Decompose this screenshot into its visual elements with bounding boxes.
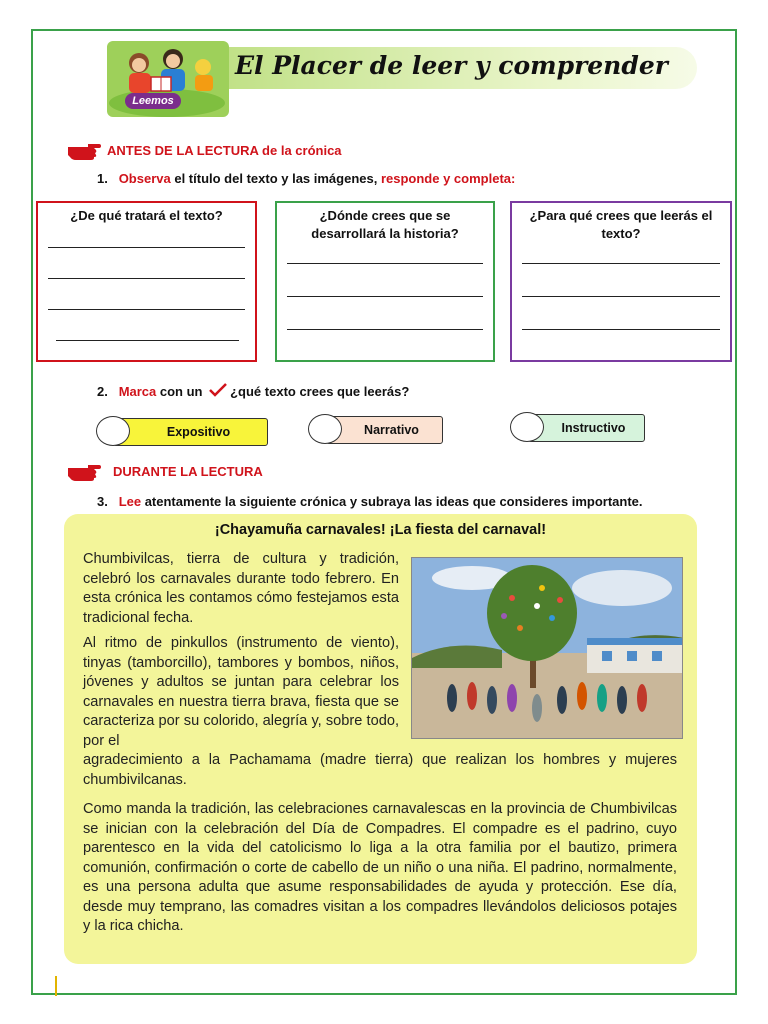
- instruction-3: [97, 494, 643, 509]
- answer-line[interactable]: [48, 278, 245, 279]
- question-setting: ¿Dónde crees que se desarrollará la historia?: [311, 208, 459, 241]
- instruction-1-number: 1.: [97, 171, 108, 186]
- option-instructivo-checkbox[interactable]: [510, 412, 544, 442]
- reading-title: ¡Chayamuña carnavales! ¡La fiesta del carnaval!: [214, 522, 547, 538]
- option-instructivo-label: Instructivo: [561, 421, 626, 435]
- question-box-topic: [36, 201, 257, 362]
- carnival-photo: [411, 557, 683, 739]
- header-banner: [107, 41, 697, 117]
- instruction-2: [97, 383, 409, 399]
- reading-panel: [64, 514, 697, 964]
- option-narrativo[interactable]: [326, 416, 443, 444]
- answer-line[interactable]: [287, 296, 483, 297]
- section-heading-before-main: ANTES DE LA LECTURA: [107, 143, 259, 158]
- instruction-1-text: el título del texto y las imágenes,: [170, 171, 381, 186]
- instruction-2-con-un: con un: [156, 384, 207, 399]
- logo-badge: Leemos: [125, 93, 181, 109]
- instruction-2-number: 2.: [97, 384, 108, 399]
- leemos-logo: [107, 41, 229, 117]
- answer-line[interactable]: [522, 296, 720, 297]
- instruction-1: [97, 171, 515, 186]
- option-narrativo-label: Narrativo: [364, 423, 419, 437]
- instruction-3-lee: Lee: [118, 494, 142, 509]
- checkmark-icon: [209, 383, 227, 397]
- question-box-purpose: [510, 201, 732, 362]
- section-heading-before: [107, 143, 342, 158]
- option-expositivo-checkbox[interactable]: [96, 416, 130, 446]
- instruction-3-number: 3.: [97, 494, 108, 509]
- answer-line[interactable]: [56, 340, 239, 341]
- question-topic: ¿De qué tratará el texto?: [70, 208, 223, 223]
- answer-line[interactable]: [522, 263, 720, 264]
- reading-paragraph-2b: agradecimiento a la Pachamama (madre tierra) que realizan los hombres y mujeres chumbivilcanas.: [83, 752, 677, 788]
- option-instructivo[interactable]: [528, 414, 645, 442]
- section-heading-during: DURANTE LA LECTURA: [113, 464, 263, 479]
- instruction-1-responde: responde y completa:: [380, 171, 516, 186]
- pointing-hand-icon: [66, 462, 102, 482]
- question-box-setting: [275, 201, 495, 362]
- page-title: El Placer de leer y comprender: [235, 51, 668, 80]
- option-narrativo-checkbox[interactable]: [308, 414, 342, 444]
- pointing-hand-icon: [66, 141, 102, 161]
- reading-paragraph-2a: Al ritmo de pinkullos (instrumento de viento), tinyas (tamborcillo), tambores y bombos, niños, jóvenes y adultos se juntan para celebrar los carnavales en nuestra tierra brava, fiesta que se caracteriza por su colorido, alegría y, sobre todo, por el: [83, 635, 399, 749]
- question-purpose: ¿Para qué crees que leerás el texto?: [529, 208, 713, 241]
- instruction-2-question: ¿qué texto crees que leerás?: [230, 384, 410, 399]
- instruction-2-marca: Marca: [118, 384, 157, 399]
- reading-paragraph-1: Chumbivilcas, tierra de cultura y tradición, celebró los carnavales durante todo febrero. En esta crónica les contamos cómo festejamos esta tradicional fecha.: [83, 551, 399, 626]
- option-expositivo[interactable]: [113, 418, 268, 446]
- answer-line[interactable]: [48, 309, 245, 310]
- answer-line[interactable]: [287, 329, 483, 330]
- instruction-3-text: atentamente la siguiente crónica y subraya las ideas que consideres importante.: [141, 494, 643, 509]
- reading-paragraph-3: Como manda la tradición, las celebraciones carnavalescas en la provincia de Chumbivilcas se inician con la celebración del Día de Compadres. El compadre es el padrino, cuyo parentesco en la vida del catolicismo lo liga a la otra familia por el bautizo, primera comunión, confirmación o corte de cabello de un niño o una niña. El padrino, normalmente, es una persona adulta que asume responsabilidades de ayuda y protección. Ese día, desde muy temprano, las comadres visitan a los compadres llevándolos deliciosos potajes y la rica chicha.: [83, 801, 677, 934]
- section-heading-before-suffix: de la crónica: [258, 143, 342, 158]
- answer-line[interactable]: [48, 247, 245, 248]
- instruction-1-observa: Observa: [118, 171, 171, 186]
- option-expositivo-label: Expositivo: [166, 425, 231, 439]
- answer-line[interactable]: [287, 263, 483, 264]
- corner-mark: [55, 976, 57, 996]
- answer-line[interactable]: [522, 329, 720, 330]
